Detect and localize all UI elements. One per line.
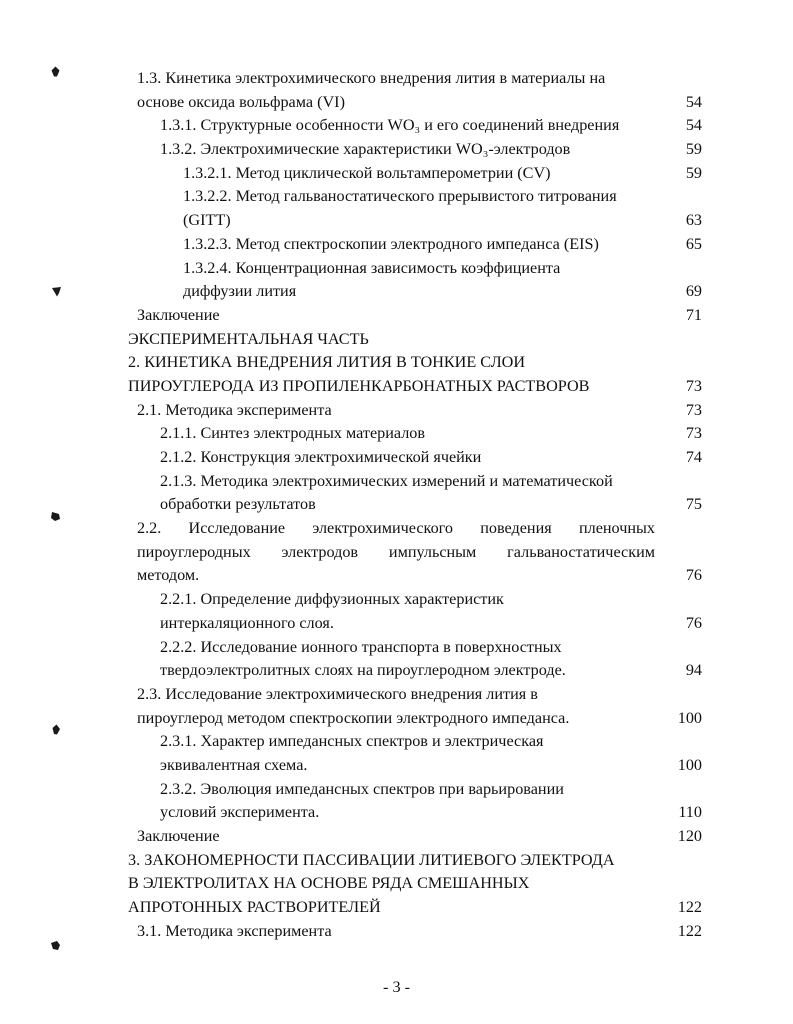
toc-entry-text: пироуглерод методом спектроскопии электродного импеданса. [137,708,570,727]
toc-entry-text: 2.2.1. Определение диффузионных характеристик [160,590,504,609]
toc-entry-page: 54 [685,92,702,111]
toc-entry-page: 75 [685,495,702,514]
punch-hole-mark-icon [51,724,62,735]
toc-entry-text: 1.3. Кинетика электрохимического внедрения лития в материалы на [137,69,606,87]
toc-entry-text: эквивалентная схема. [160,755,308,774]
toc-entry-page: 73 [685,400,702,419]
punch-hole-mark-icon [50,511,61,522]
toc-line [128,588,706,612]
toc-line [128,636,706,660]
toc-entry-text: 1.3.2.4. Концентрационная зависимость коэффициента [183,258,561,277]
toc-line [128,399,706,423]
toc-entry-text: В ЭЛЕКТРОЛИТАХ НА ОСНОВЕ РЯДА СМЕШАННЫХ [128,874,530,893]
toc-line [128,920,706,944]
toc-entry-page: 122 [677,898,702,917]
punch-hole-mark-icon [51,286,62,297]
toc-line [128,896,706,920]
toc-line [128,470,706,494]
toc-line [128,114,706,138]
toc-entry-page: 74 [685,448,702,466]
toc-line [128,91,706,115]
toc-entry-text: 3.1. Методика эксперимента [137,921,332,940]
toc-entry-page: 63 [685,211,702,230]
toc-entry-text: основе оксида вольфрама (VI) [137,92,345,111]
toc-entry-text: твердоэлектролитных слоях на пироуглеродном электроде. [160,661,566,680]
toc-line [128,754,706,778]
toc-entry-page: 76 [685,566,702,585]
toc-line [128,493,706,517]
toc-line [128,162,706,186]
toc-entry-page: 100 [677,708,702,727]
toc-line [128,233,706,257]
toc-entry-text: ЭКСПЕРИМЕНТАЛЬНАЯ ЧАСТЬ [128,329,369,348]
toc-entry-text: диффузии лития [183,282,297,301]
toc-entry-text: 1.3.2.1. Метод циклической вольтамперометрии (CV) [183,163,551,182]
toc-entry-page: 59 [685,163,702,182]
toc-line [128,67,706,91]
toc-entry-text: АПРОТОННЫХ РАСТВОРИТЕЛЕЙ [128,898,381,917]
toc-line [128,185,706,209]
toc-entry-text: обработки результатов [160,495,316,514]
toc-entry-text: интеркаляционного слоя. [160,613,334,632]
table-of-contents [128,67,706,943]
toc-entry-page: 71 [685,305,702,324]
toc-line [128,659,706,683]
toc-entry-text: 2.3.2. Эволюция импедансных спектров при варьировании [160,779,564,798]
toc-line [128,304,706,328]
toc-entry-text: 1.3.2.2. Метод гальваностатического прерывистого титрования [183,187,617,206]
toc-entry-page: 76 [685,613,702,632]
toc-entry-text: условий эксперимента. [160,803,320,822]
toc-entry-text: 2.1.3. Методика электрохимических измерений и математической [160,471,613,490]
toc-entry-page: 110 [678,803,702,822]
toc-entry-text: ПИРОУГЛЕРОДА ИЗ ПРОПИЛЕНКАРБОНАТНЫХ РАСТВОРОВ [128,376,590,395]
toc-line [128,422,706,446]
toc-entry-text: пироуглеродных электродов импульсным гальваностатическим [137,542,655,561]
toc-entry-text: 2. КИНЕТИКА ВНЕДРЕНИЯ ЛИТИЯ В ТОНКИЕ СЛОИ [128,353,526,372]
toc-line [128,849,706,873]
toc-line [128,825,706,849]
toc-entry-text: 2.2.2. Исследование ионного транспорта в поверхностных [160,637,562,656]
toc-entry-page: 94 [685,661,702,680]
toc-line [128,446,706,470]
toc-line [128,375,706,399]
toc-line [128,778,706,802]
toc-line [128,257,706,281]
toc-line [128,612,706,636]
toc-entry-page: 69 [685,282,702,301]
toc-entry-page: 54 [685,116,702,135]
toc-entry-text: 2.3. Исследование электрохимического внедрения лития в [137,684,538,703]
toc-entry-text: 3. ЗАКОНОМЕРНОСТИ ПАССИВАЦИИ ЛИТИЕВОГО ЭЛЕКТРОДА [128,850,615,869]
toc-entry-page: 120 [677,827,702,845]
toc-entry-page: 73 [685,376,702,395]
toc-entry-text: 1.3.1. Структурные особенности WO₃ и его соединений внедрения [160,116,620,135]
toc-entry-text: Заключение [137,827,220,845]
toc-line [128,209,706,233]
toc-line [128,138,706,162]
toc-line [128,683,706,707]
toc-entry-page: 65 [685,234,702,253]
toc-entry-text: 2.3.1. Характер импедансных спектров и электрическая [160,732,544,751]
toc-entry-text: 2.1.1. Синтез электродных материалов [160,424,426,443]
toc-line [128,328,706,352]
toc-entry-page: 59 [685,140,702,159]
toc-entry-text: (GITT) [183,211,231,230]
toc-entry-text: методом. [137,566,200,585]
toc-line [128,872,706,896]
toc-entry-text: 2.2. Исследование электрохимического поведения пленочных [137,519,655,538]
toc-line [128,517,706,541]
page-number: - 3 - [383,978,410,996]
toc-line [128,280,706,304]
toc-entry-text: 2.1.2. Конструкция электрохимической ячейки [160,448,482,466]
toc-entry-text: 2.1. Методика эксперимента [137,400,332,419]
toc-entry-page: 122 [677,921,702,940]
toc-entry-text: 1.3.2. Электрохимические характеристики WO₃-электродов [160,140,571,159]
punch-hole-mark-icon [50,940,61,951]
toc-line [128,707,706,731]
toc-line [128,564,706,588]
toc-entry-page: 73 [685,424,702,443]
punch-hole-mark-icon [50,66,61,77]
toc-line [128,801,706,825]
toc-entry-text: Заключение [137,305,220,324]
toc-line [128,351,706,375]
toc-line [128,541,706,565]
toc-entry-text: 1.3.2.3. Метод спектроскопии электродного импеданса (EIS) [183,234,599,253]
toc-line [128,730,706,754]
toc-entry-page: 100 [677,755,702,774]
